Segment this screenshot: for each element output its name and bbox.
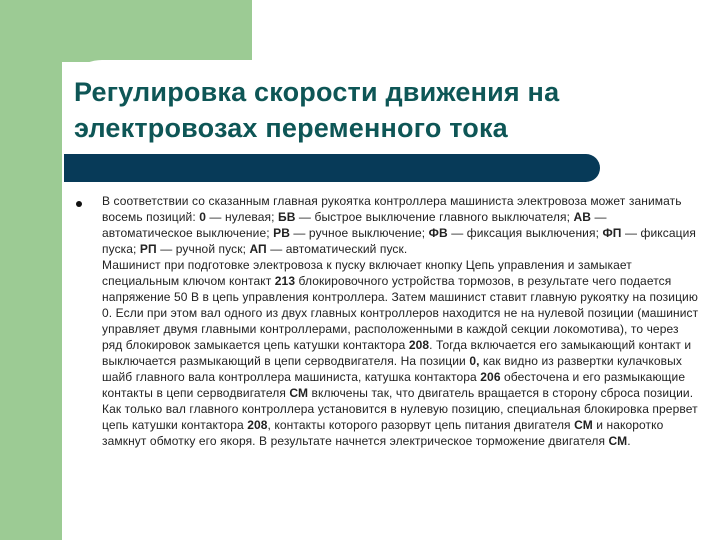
text-run: как видно из развертки кулачковых шайб главного вала контроллера машиниста, катушка контактора xyxy=(102,354,682,384)
keyword: РВ xyxy=(273,226,290,240)
keyword: 0, xyxy=(469,354,480,368)
text-run: обесточена и его размыкающие контакты в цепи серводвигателя xyxy=(102,370,686,400)
keyword: АВ xyxy=(573,210,592,224)
text-run: — быстрое выключение главного выключателя; xyxy=(295,210,574,224)
text-run: , контакты которого разорвут цепь питания двигателя xyxy=(267,418,575,432)
title-line-2: электровозах переменного тока xyxy=(74,113,508,143)
keyword: СМ xyxy=(608,434,628,448)
slide-body xyxy=(102,193,700,449)
keyword: 208 xyxy=(408,338,430,352)
decor-green-left xyxy=(0,0,62,540)
text-run: В соответствии со сказанным главная рукоятка контроллера машиниста электровоза может занимать восемь позиций: xyxy=(102,194,682,224)
keyword: ФВ xyxy=(428,226,448,240)
text-run: включены так, что двигатель вращается в сторону сброса позиции. Как только вал главного контроллера установится в нулевую позицию, специальная блокировка прервет цепь катушки контактора xyxy=(102,386,698,432)
text-run: блокировочного устройства тормозов, в результате чего подается напряжение 50 В в цепь управления контроллера. Затем машинист ставит главную рукоятку на позицию 0. Если при этом вал одного из двух главных контроллеров находится не на нулевой позиции (машинист управляет двумя главными контроллерами, расположенными в каждой секции локомотива), то через ряд блокировок замыкается цепь катушки контактора xyxy=(102,274,699,352)
keyword: 0 xyxy=(199,210,206,224)
paragraph-positions xyxy=(102,193,700,257)
text-run: — фиксация пуска; xyxy=(102,226,696,256)
text-run: — ручной пуск; xyxy=(156,242,250,256)
keyword: СМ xyxy=(289,386,309,400)
keyword: 206 xyxy=(480,370,501,384)
text-run: Машинист при подготовке электровоза к пуску включает кнопку Цепь управления и замыкает специальным ключом контакт xyxy=(102,258,632,288)
keyword: 213 xyxy=(274,274,296,288)
slide-title xyxy=(74,74,694,146)
keyword: ФП xyxy=(602,226,622,240)
title-line-1: Регулировка скорости движения на xyxy=(74,77,560,107)
text-run: — ручное выключение; xyxy=(289,226,429,240)
text-run: . xyxy=(627,434,631,448)
bullet-icon xyxy=(76,201,82,207)
title-underline-bar xyxy=(64,154,600,182)
text-run: — автоматический пуск. xyxy=(266,242,408,256)
keyword: АП xyxy=(249,242,267,256)
paragraph-startup xyxy=(102,257,700,449)
text-run: . Тогда включается его замыкающий контакт и выключается размыкающий в цепи серводвигателя. На позиции xyxy=(102,338,692,368)
text-run: — нулевая; xyxy=(206,210,278,224)
keyword: СМ xyxy=(574,418,593,432)
text-run: — автоматическое выключение; xyxy=(102,210,607,240)
keyword: РП xyxy=(139,242,157,256)
text-run: — фиксация выключения; xyxy=(447,226,603,240)
keyword: 208 xyxy=(247,418,268,432)
text-run: и накоротко замкнут обмотку его якоря. В результате начнется электрическое торможение двигателя xyxy=(102,418,664,448)
keyword: БВ xyxy=(278,210,296,224)
